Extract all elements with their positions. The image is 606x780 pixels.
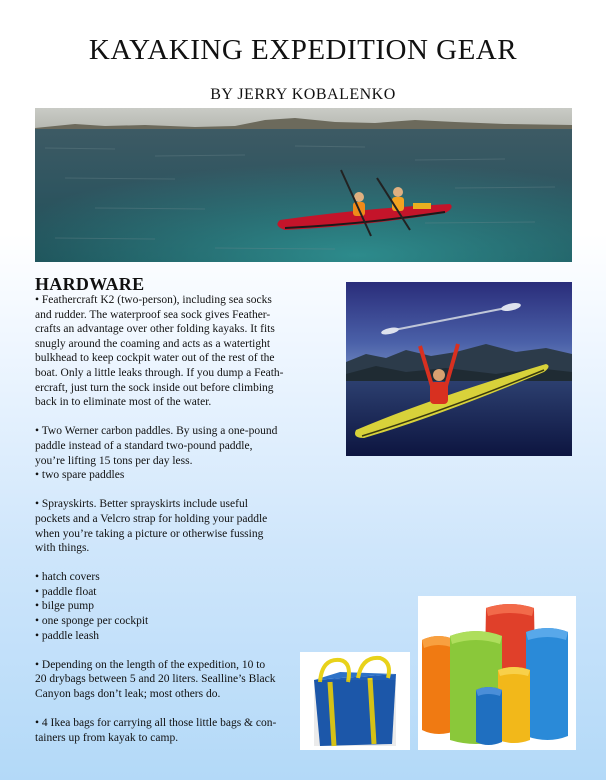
text-line: back in to eliminate most of the water.: [35, 396, 212, 409]
text-line: with things.: [35, 542, 90, 555]
text-line: paddle instead of a standard two-pound paddle,: [35, 439, 253, 452]
text-line: boat. Only a little leaks through. If you dump a Feath-: [35, 366, 284, 379]
text-line: • bilge pump: [35, 600, 94, 613]
section-heading-hardware: HARDWARE: [35, 274, 145, 294]
text-line: • Feathercraft K2 (two-person), including sea socks: [35, 294, 272, 306]
text-line: Canyon bags don’t leak; most others do.: [35, 688, 221, 701]
text-line: crafts an advantage over other folding kayaks. It fits: [35, 323, 275, 336]
gear-paragraph: [35, 497, 303, 555]
text-line: tainers up from kayak to camp.: [35, 731, 179, 744]
text-line: • Two Werner carbon paddles. By using a one-pound: [35, 425, 278, 438]
text-line: pockets and a Velcro strap for holding your paddle: [35, 512, 268, 525]
text-line: when you’re taking a picture or otherwise fussing: [35, 527, 264, 540]
gear-paragraph: [35, 293, 303, 410]
ikea-bag-photo: [300, 652, 410, 750]
text-line: • paddle float: [35, 585, 97, 598]
gear-paragraph: [35, 716, 303, 745]
text-line: • paddle leash: [35, 629, 100, 642]
text-line: ercraft, just turn the sock inside out before climbing: [35, 381, 274, 394]
text-line: • Depending on the length of the expedition, 10 to: [35, 658, 266, 671]
drybags-photo: [418, 596, 576, 750]
text-line: • one sponge per cockpit: [35, 615, 149, 628]
text-line: snugly around the coaming and acts as a watertight: [35, 337, 271, 350]
gear-list: [35, 293, 303, 745]
page-title: KAYAKING EXPEDITION GEAR: [88, 34, 518, 66]
text-line: • two spare paddles: [35, 469, 125, 482]
author-byline: BY JERRY KOBALENKO: [210, 86, 396, 103]
text-line: • 4 Ikea bags for carrying all those little bags & con-: [35, 717, 277, 730]
text-line: 20 drybags between 5 and 20 liters. Sealline’s Black: [35, 673, 276, 686]
text-line: • Sprayskirts. Better sprayskirts include useful: [35, 498, 248, 511]
text-line: and rudder. The waterproof sea sock gives Feather-: [35, 308, 271, 321]
paddler-celebrating-photo: [346, 282, 572, 456]
gear-paragraph: [35, 570, 303, 643]
text-line: you’re lifting 15 tons per day less.: [35, 454, 193, 467]
gear-paragraph: [35, 658, 303, 702]
gear-paragraph: [35, 424, 303, 482]
text-line: bulkhead to keep cockpit water out of the rest of the: [35, 352, 275, 365]
text-line: • hatch covers: [35, 571, 100, 584]
kayak-lake-photo: [35, 108, 572, 262]
